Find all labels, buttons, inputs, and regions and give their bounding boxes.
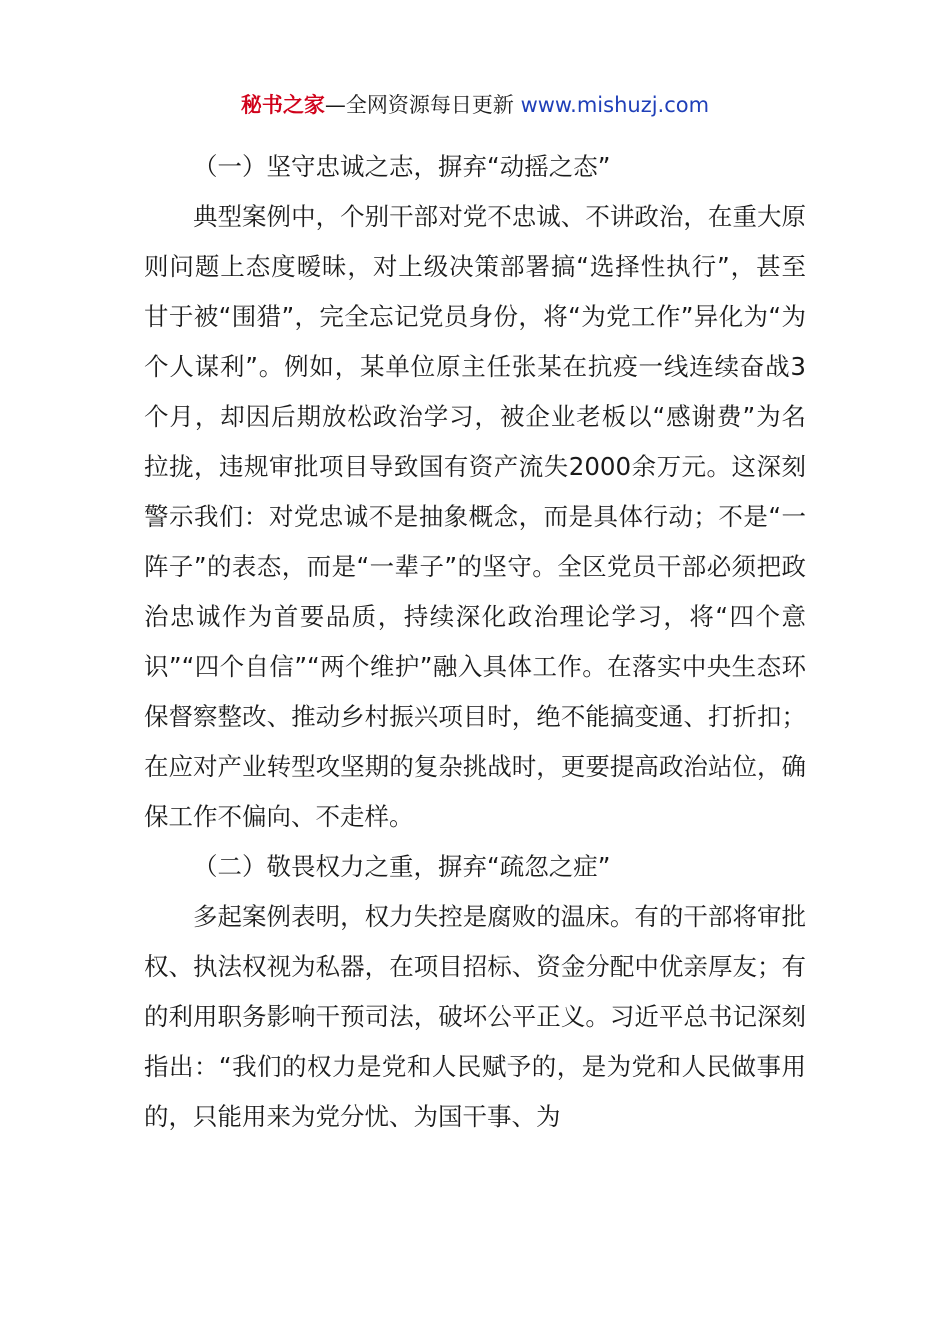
site-brand: 秘书之家: [240, 93, 325, 117]
section-1-heading: （一）坚守忠诚之志，摒弃“动摇之态”: [193, 152, 611, 181]
site-header: [0, 88, 950, 122]
section-2-paragraph: 多起案例表明，权力失控是腐败的温床。有的干部将审批权、执法权视为私器，在项目招标、资金分配中优亲厚友；有的利用职务影响干预司法，破坏公平正义。习近平总书记深刻指出：“我们的权力是党和人民赋予的，是为党和人民做事用的，只能用来为党分忧、为国干事、为: [144, 902, 806, 1131]
document-body: [144, 142, 806, 1142]
section-2-heading: （二）敬畏权力之重，摒弃“疏忽之症”: [193, 852, 611, 881]
section-1-paragraph: 典型案例中，个别干部对党不忠诚、不讲政治，在重大原则问题上态度暧昧，对上级决策部署搞“选择性执行”，甚至甘于被“围猎”，完全忘记党员身份，将“为党工作”异化为“为个人谋利”。例如，某单位原主任张某在抗疫一线连续奋战3个月，却因后期放松政治学习，被企业老板以“感谢费”为名拉拢，违规审批项目导致国有资产流失2000余万元。这深刻警示我们：对党忠诚不是抽象概念，而是具体行动；不是“一阵子”的表态，而是“一辈子”的坚守。全区党员干部必须把政治忠诚作为首要品质，持续深化政治理论学习，将“四个意识”“四个自信”“两个维护”融入具体工作。在落实中央生态环保督察整改、推动乡村振兴项目时，绝不能搞变通、打折扣；在应对产业转型攻坚期的复杂挑战时，更要提高政治站位，确保工作不偏向、不走样。: [144, 202, 806, 831]
site-url-link[interactable]: www.mishuzj.com: [520, 93, 710, 117]
site-tagline: —全网资源每日更新: [324, 93, 521, 117]
